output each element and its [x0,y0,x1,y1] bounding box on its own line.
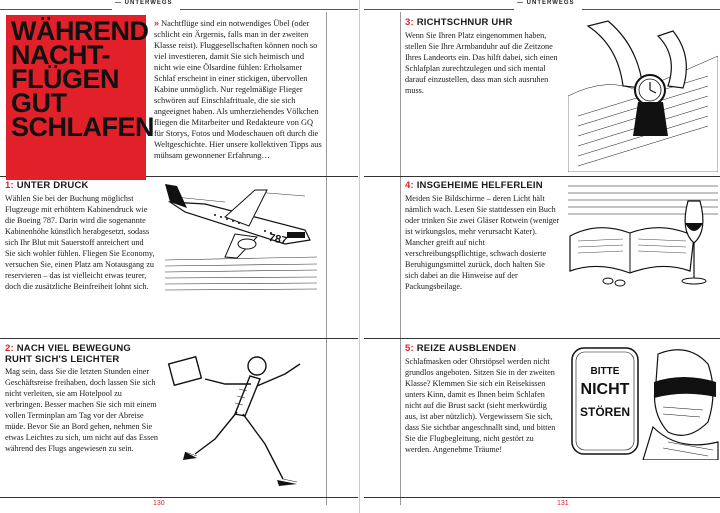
section-2 [5,344,160,454]
title-box [6,15,154,180]
chevron-marker: » [154,18,160,28]
book-wine-illustration [568,181,718,294]
airplane-illustration [165,182,317,295]
section-3 [405,18,560,96]
section-5-title: 5: REIZE AUSBLENDEN [405,343,517,354]
page-gutter [359,0,360,513]
header-rule-right-2 [582,9,720,10]
page-number-left: 130 [153,500,165,507]
section-4-text: Meiden Sie Bildschirme – deren Licht hält nämlich wach. Lesen Sie stattdessen ein Buch oder trinken Sie zwei Gläser Rotwein (weniger ist wirkungslos, mehr verursacht Kater). Mancher greift auf nicht verschreibungspflichtige, schwach dosierte Beruhigungsmittel zurück, doch halten Sie sich dabei an die Hinweise auf der Packungsbeilage. [405,193,560,291]
section-3-title: 3: RICHTSCHNUR UHR [405,17,513,28]
section-1 [5,181,155,292]
watch-illustration [568,16,718,172]
column-divider [400,12,401,505]
header-rule-left [0,9,112,10]
sign-text-3: STÖREN [579,405,631,419]
plane-marking: 787 [267,231,289,248]
sleep-mask-illustration [568,342,720,460]
row-divider [364,338,720,339]
section-3-text: Wenn Sie Ihren Platz eingenommen haben, stellen Sie Ihre Armbanduhr auf die Zeitzone Ihres Landeorts ein. Das hilft dabei, sich einen Schlafplan zurechtzulegen und sich mental darauf einzustellen, dass man sich ausruhen muss. [405,30,558,95]
footer-rule [364,497,720,498]
intro-text: » Nachtflüge sind ein notwendiges Übel (oder schlicht ein Ärgernis, falls man in der zweiten Klasse reist). Fluggesellschaften können noch so viel investieren, damit Sie sich heimisch und nicht wie eine Ölsardine fühlen: Erholsamer Schlaf erscheint in einer stickigen, übervollen Kabine unmöglich. Nur regelmäßige Flieger schwören auf Einschlafrituale, die sie sich angeeignet haben. Als umherziehendes Völkchen fliegen die Mitarbeiter und Redakteure von GQ für Storys, Fotos und Modeschauen oft durch die Weltgeschichte. Hier unsere kollektiven Tipps aus mühsam gewonnener Erfahrung… [154,18,322,160]
row-divider [364,176,720,177]
row-divider [0,338,358,339]
sign-text-2: NICHT [580,381,630,398]
section-4-title: 4: INSGEHEIME HELFERLEIN [405,180,543,191]
page-title: WÄHREND NACHT- FLÜGEN GUT SCHLAFEN [11,16,154,142]
section-2-title: 2: NACH VIEL BEWEGUNG RUHT SICH'S LEICHTER [5,343,131,365]
header-left: — UNTERWEGS [115,0,173,6]
header-right: — UNTERWEGS [517,0,575,6]
section-4 [405,181,560,292]
footer-rule [0,497,358,498]
page-number-right: 131 [557,500,569,507]
section-2-text: Mag sein, dass Sie die letzten Stunden einer Geschäftsreise freihaben, doch lassen Sie sich nicht verleiten, sie am Hotelpool zu verbringen. Besser machen Sie sich mit einem vollen Terminplan am Tag vor der Abreise müde. Bevor Sie an Bord gehen, nehmen Sie etwas Leichtes zu sich, um nicht auf das Essen während des Flugs angewiesen zu sein. [5,367,159,453]
section-5 [405,344,560,455]
header-rule-right [364,9,514,10]
header-rule-left-2 [180,9,358,10]
running-man-illustration [165,344,315,494]
sign-text-1: BITTE [590,366,620,377]
section-1-title: 1: UNTER DRUCK [5,180,89,191]
section-5-text: Schlafmasken oder Ohrstöpsel werden nicht grundlos angeboten. Sitzen Sie in der zweiten Klasse? Klemmen Sie sich ein Reisekissen unters Kinn, damit es Ihnen beim Schlafen nicht auf die Brust sackt (sieht merkwürdig aus, ist aber nützlich). Vergewissern Sie sich, dass Sie sichtbar angeschnallt sind, und bitten Sie die Flugbegleitung, nicht gestört zu werden. Angenehme Träume! [405,356,556,454]
column-divider [326,12,327,505]
section-1-text: Wählen Sie bei der Buchung möglichst Flugzeuge mit erhöhtem Kabinendruck wie die Boeing 787. Darin wird die sogenannte Kabinenhöhe künstlich herabgesetzt, sodass sich Ihr Blut mit Sauerstoff anreichert und Sie sich wohler fühlen. Fliegen Sie Economy, versuchen Sie, einen Platz am Notausgang zu reservieren – das ist vielleicht etwas teurer, doch die zusätzliche Beinfreiheit lohnt sich. [5,193,155,291]
